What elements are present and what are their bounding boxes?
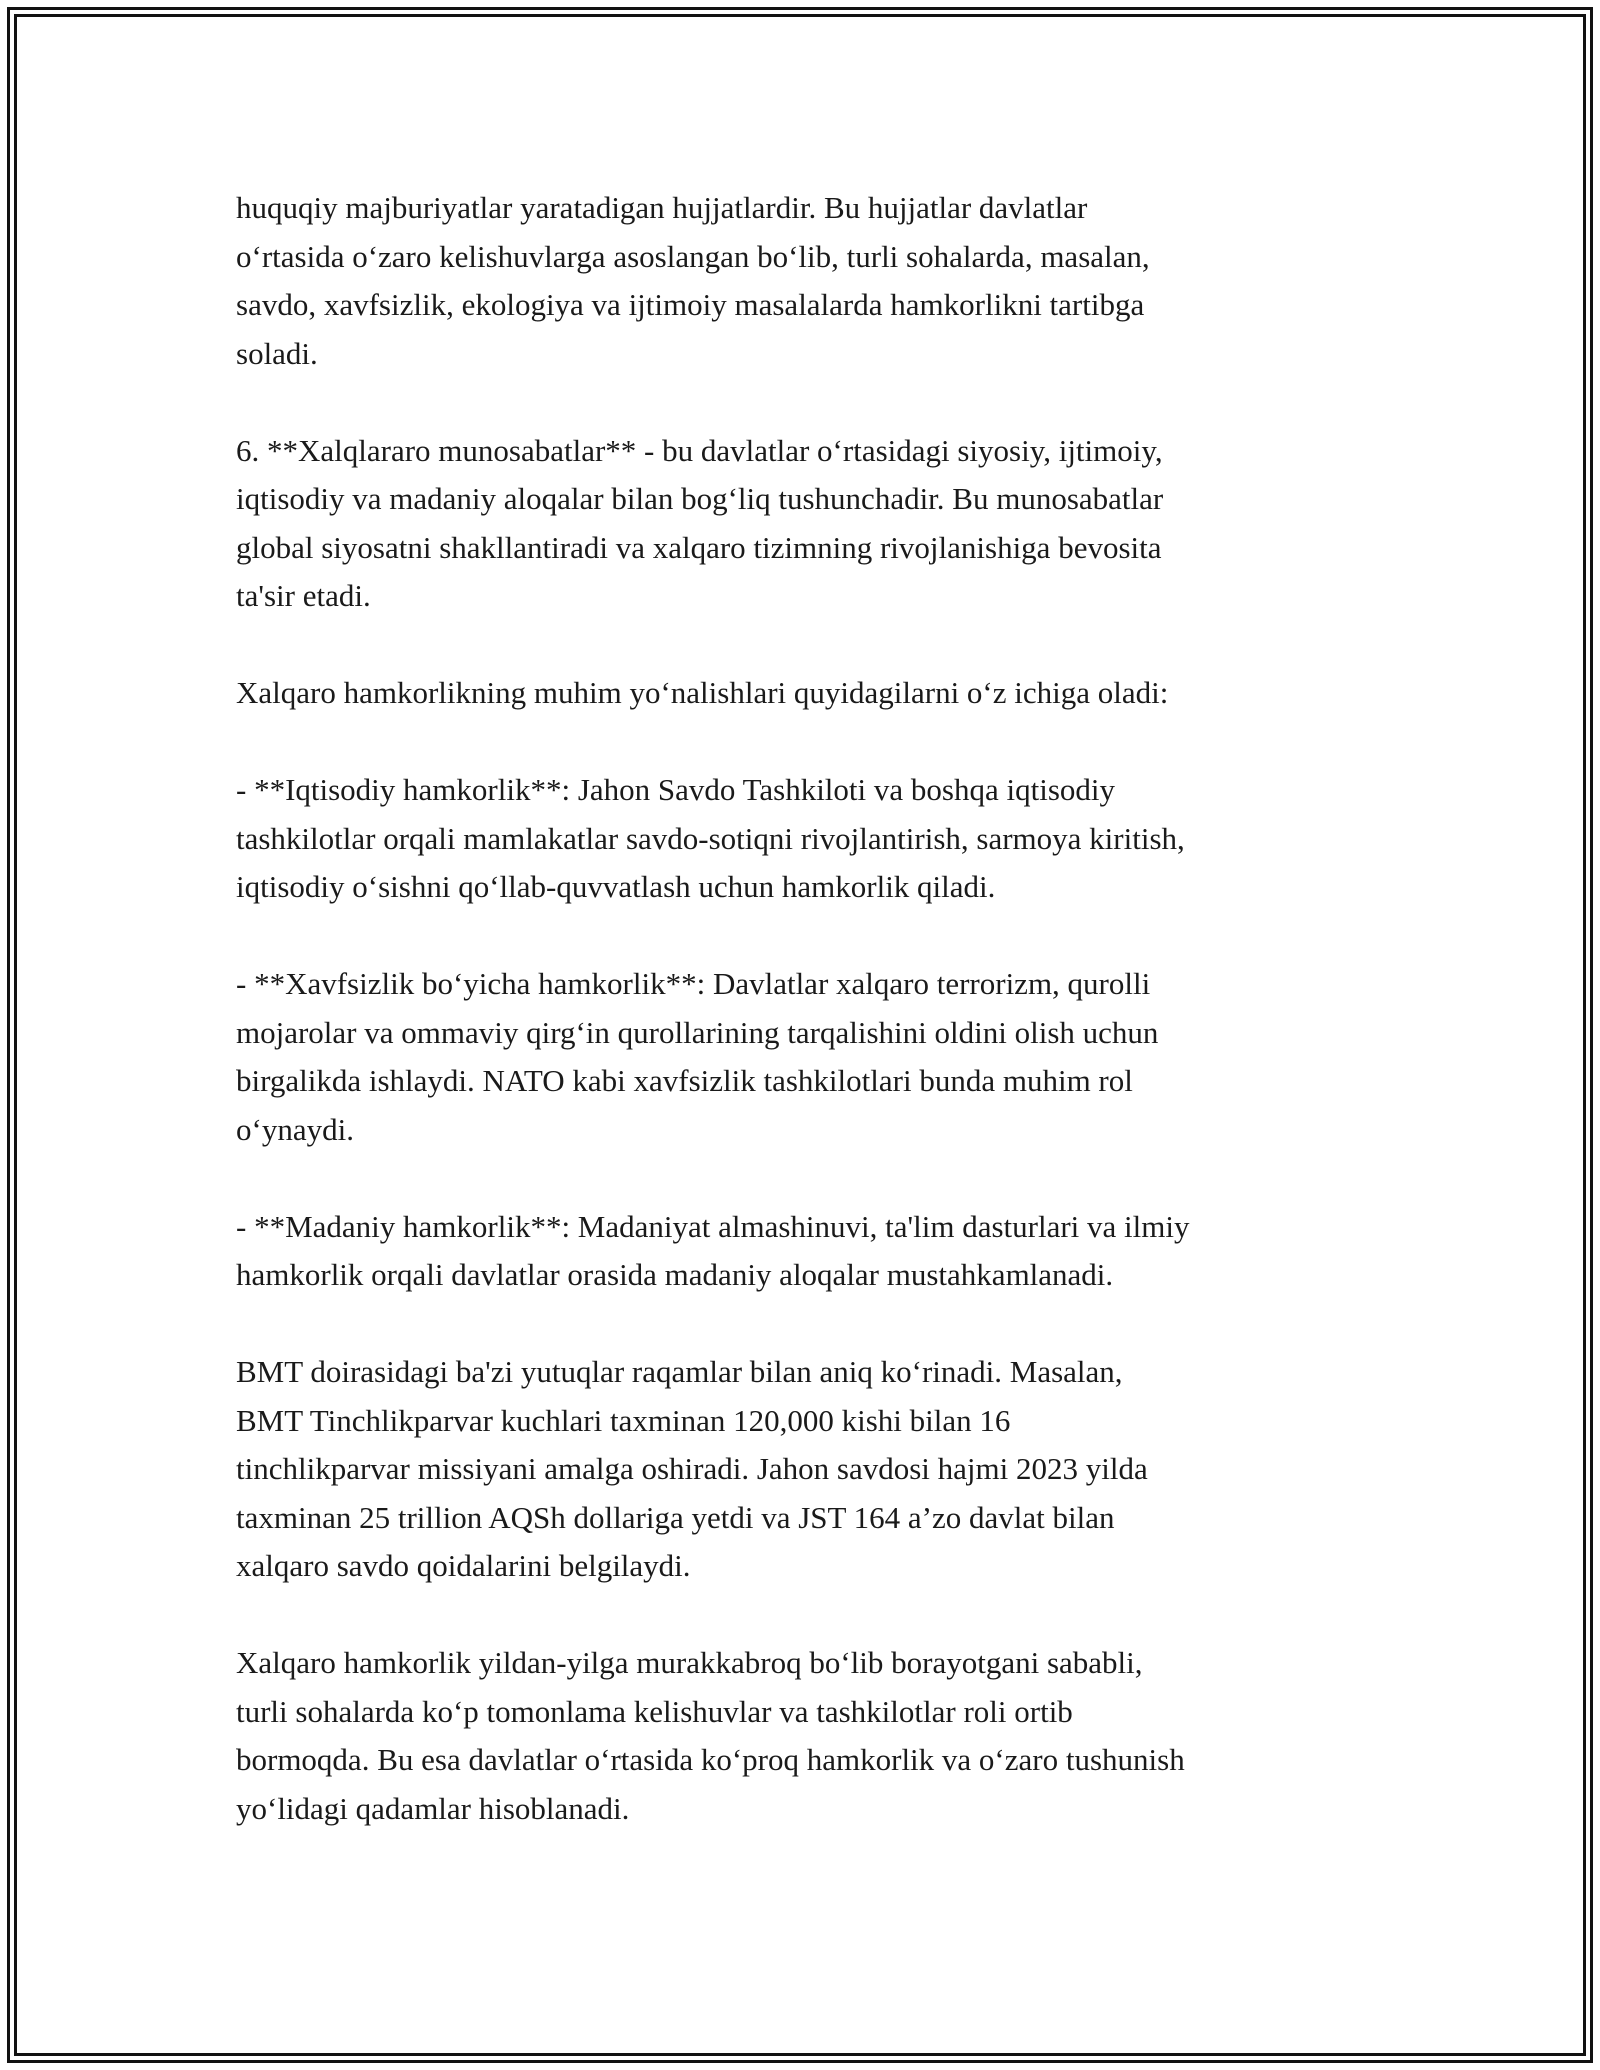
text-line: yo‘lidagi qadamlar hisoblanadi.	[236, 1790, 630, 1826]
text-line: iqtisodiy va madaniy aloqalar bilan bog‘liq tushunchadir. Bu munosabatlar	[236, 481, 1164, 516]
text-line: BMT Tinchlikparvar kuchlari taxminan 120,000 kishi bilan 16	[236, 1402, 1011, 1438]
text-line: o‘rtasida o‘zaro kelishuvlarga asoslangan bo‘lib, turli sohalarda, masalan,	[236, 238, 1150, 274]
text-line: ta'sir etadi.	[236, 578, 371, 613]
paragraph-treaties-continued	[236, 184, 1376, 378]
text-line: Xalqaro hamkorlikning muhim yo‘nalishlari quyidagilarni o‘z ichiga oladi:	[236, 675, 1169, 710]
text-line: hamkorlik orqali davlatlar orasida madaniy aloqalar mustahkamlanadi.	[236, 1257, 1114, 1292]
text-line: huquqiy majburiyatlar yaratadigan hujjatlardir. Bu hujjatlar davlatlar	[236, 190, 1088, 225]
text-line: xalqaro savdo qoidalarini belgilaydi.	[236, 1548, 691, 1583]
list-item-cultural-cooperation	[236, 1203, 1376, 1300]
list-item-economic-cooperation	[236, 766, 1376, 912]
paragraph-cooperation-intro	[236, 669, 1376, 718]
text-line: savdo, xavfsizlik, ekologiya va ijtimoiy masalalarda hamkorlikni tartibga	[236, 287, 1145, 322]
text-line: - **Xavfsizlik bo‘yicha hamkorlik**: Davlatlar xalqaro terrorizm, qurolli	[236, 966, 1151, 1001]
text-line: birgalikda ishlaydi. NATO kabi xavfsizlik tashkilotlari bunda muhim rol	[236, 1063, 1133, 1098]
text-line: soladi.	[236, 335, 318, 371]
paragraph-conclusion	[236, 1639, 1376, 1833]
document-body	[236, 184, 1376, 1882]
text-line: BMT doirasidagi ba'zi yutuqlar raqamlar bilan aniq ko‘rinadi. Masalan,	[236, 1354, 1123, 1389]
text-line: bormoqda. Bu esa davlatlar o‘rtasida ko‘proq hamkorlik va o‘zaro tushunish	[236, 1742, 1185, 1777]
text-line: - **Madaniy hamkorlik**: Madaniyat almashinuvi, ta'lim dasturlari va ilmiy	[236, 1208, 1190, 1244]
text-line: turli sohalarda ko‘p tomonlama kelishuvlar va tashkilotlar roli ortib	[236, 1693, 1073, 1729]
text-line: tinchlikparvar missiyani amalga oshiradi. Jahon savdosi hajmi 2023 yilda	[236, 1451, 1148, 1486]
text-line: iqtisodiy o‘sishni qo‘llab-quvvatlash uchun hamkorlik qiladi.	[236, 869, 996, 904]
list-item-security-cooperation	[236, 960, 1376, 1154]
text-line: Xalqaro hamkorlik yildan-yilga murakkabroq bo‘lib borayotgani sababli,	[236, 1645, 1143, 1680]
text-line: tashkilotlar orqali mamlakatlar savdo-sotiqni rivojlantirish, sarmoya kiritish,	[236, 820, 1185, 856]
text-line: global siyosatni shakllantiradi va xalqaro tizimning rivojlanishiga bevosita	[236, 529, 1162, 565]
text-line: 6. **Xalqlararo munosabatlar** - bu davlatlar o‘rtasidagi siyosiy, ijtimoiy,	[236, 432, 1163, 468]
text-line: taxminan 25 trillion AQSh dollariga yetdi va JST 164 a’zo davlat bilan	[236, 1499, 1115, 1535]
text-line: - **Iqtisodiy hamkorlik**: Jahon Savdo Tashkiloti va boshqa iqtisodiy	[236, 772, 1115, 807]
paragraph-un-achievements	[236, 1348, 1376, 1591]
text-line: o‘ynaydi.	[236, 1111, 354, 1147]
text-line: mojarolar va ommaviy qirg‘in qurollarining tarqalishini oldini olish uchun	[236, 1014, 1159, 1050]
paragraph-international-relations	[236, 427, 1376, 621]
